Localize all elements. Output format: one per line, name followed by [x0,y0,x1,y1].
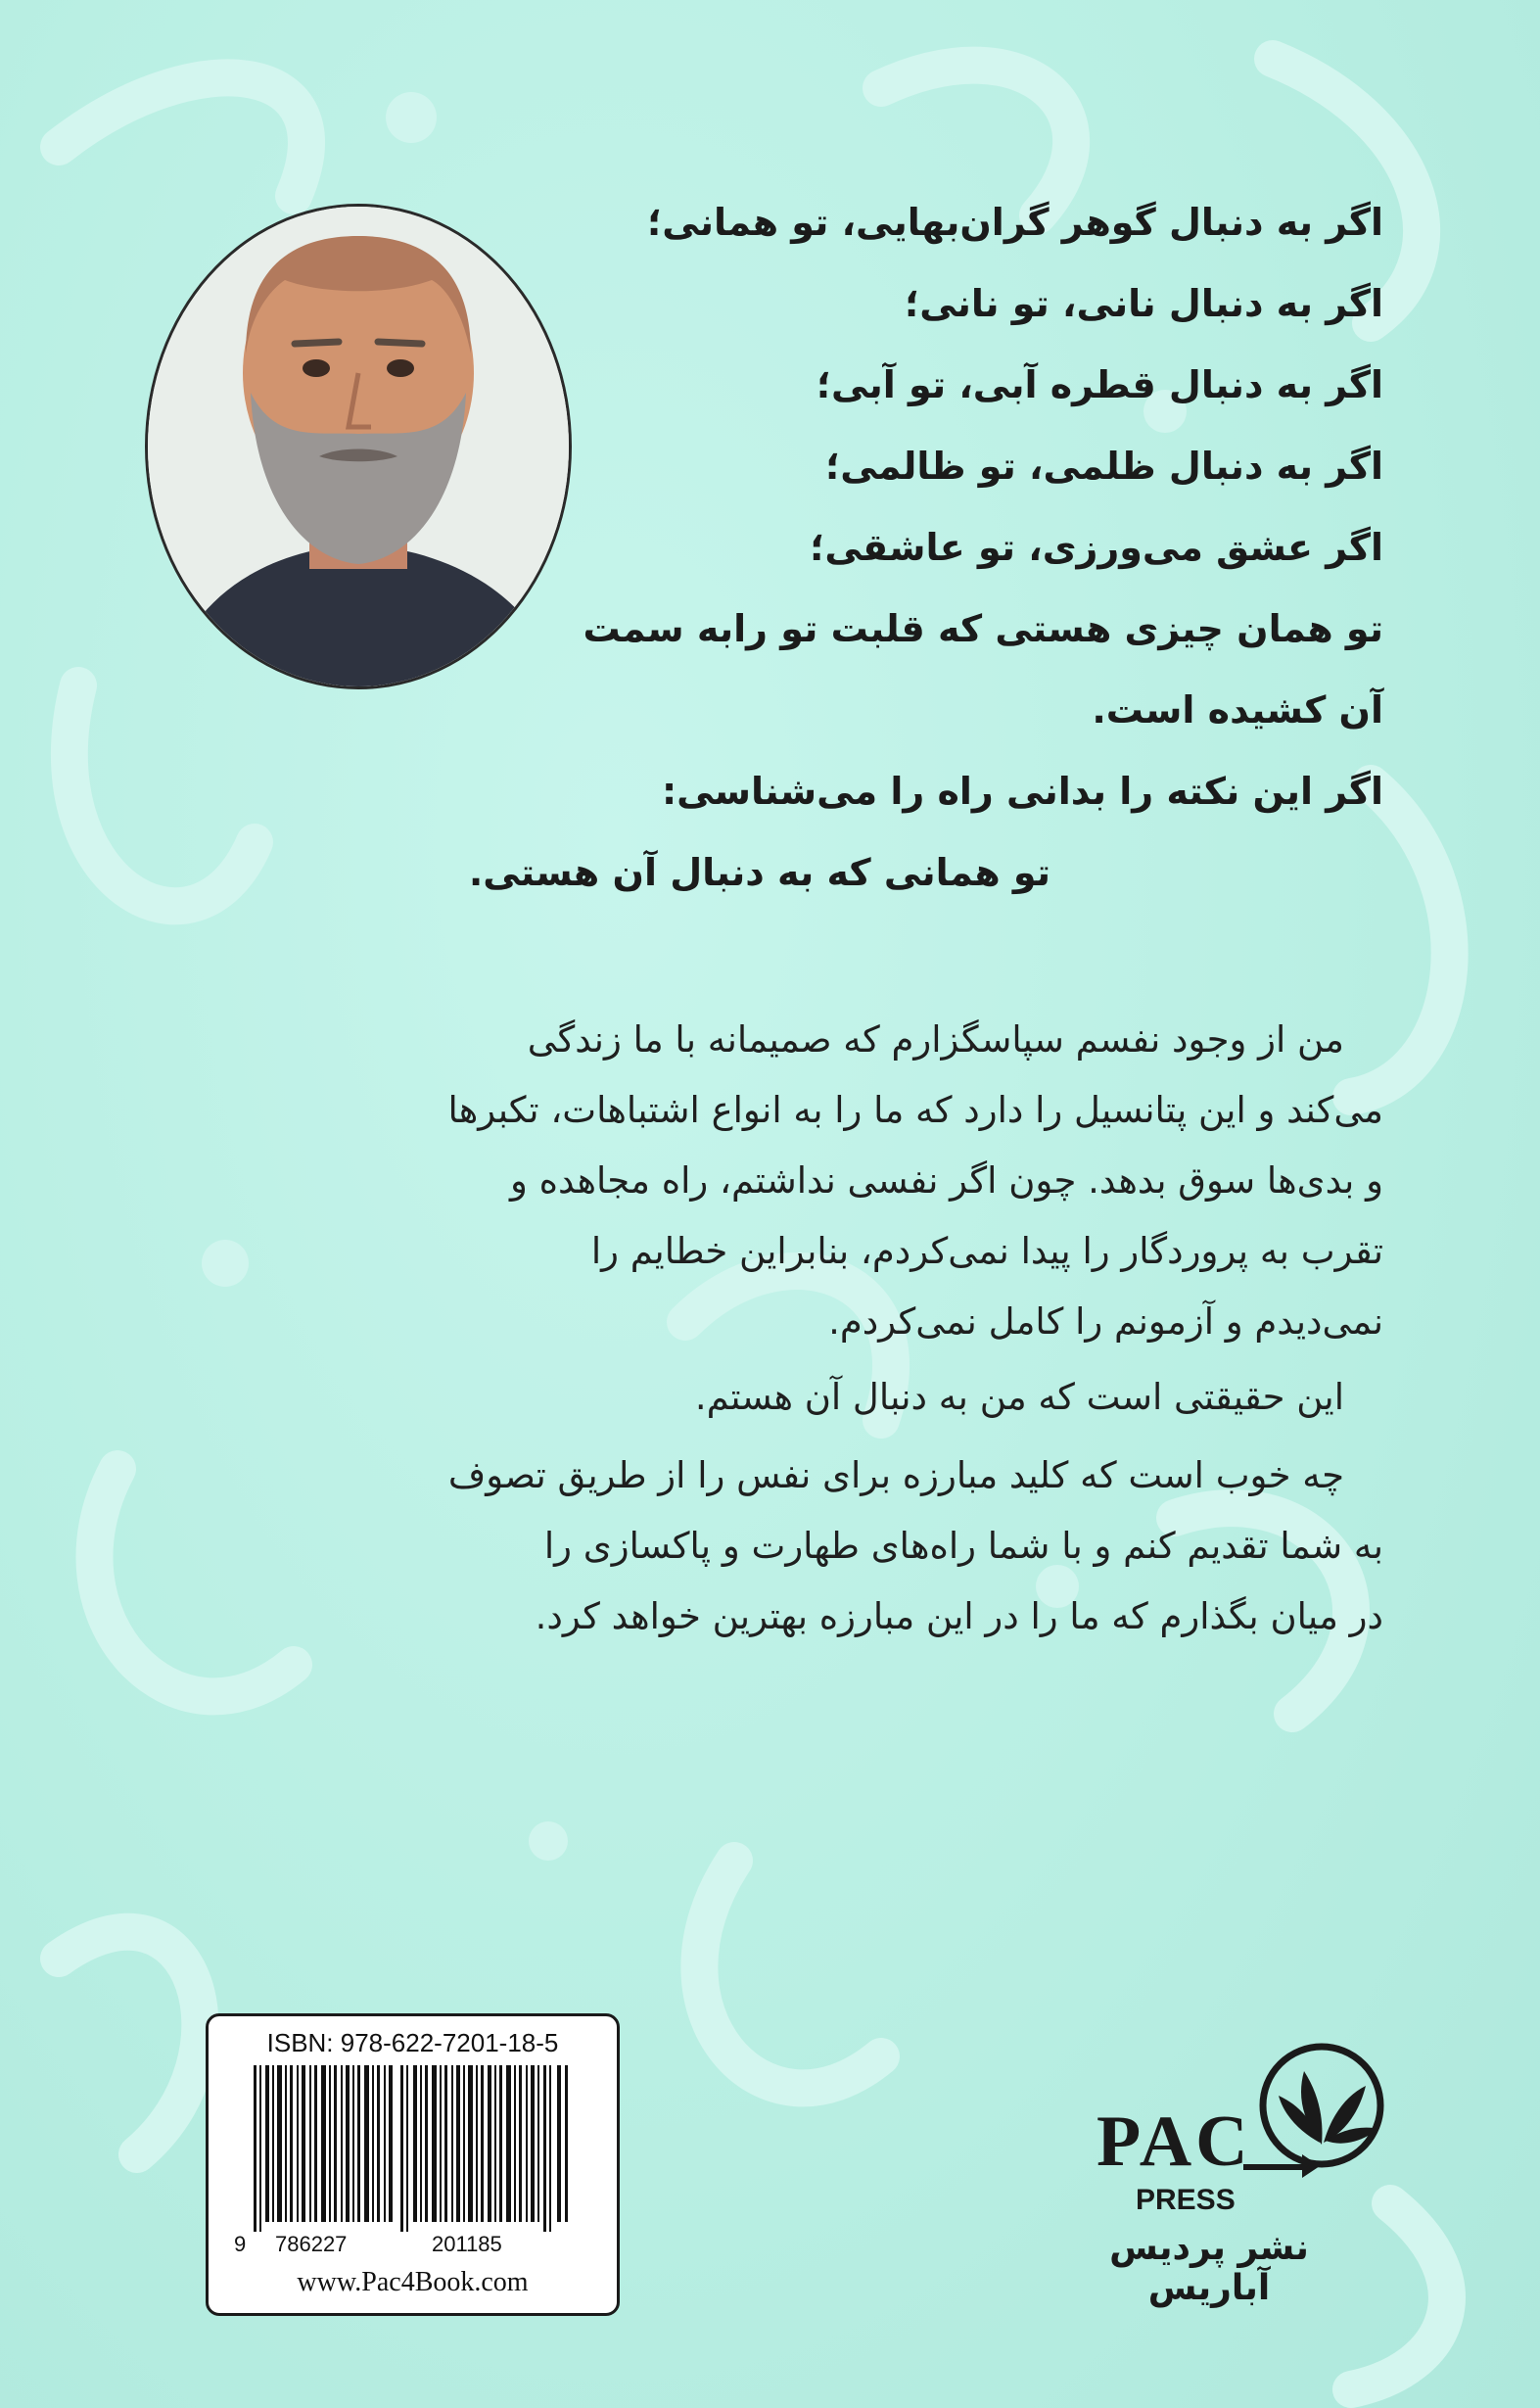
author-photo-illustration [148,207,569,686]
publisher-block [1028,2027,1420,2308]
publisher-name: نشر پردیس آباریس [1109,2228,1309,2308]
prose-line: چه خوب است که کلید مبارزه برای نفس را از طریق تصوف [447,1454,1344,1496]
barcode-digits-mid: 786227 [275,2232,348,2256]
poem-line: تو همانی که به دنبال آن هستی. [468,851,1050,894]
isbn-number: ISBN: 978-622-7201-18-5 [266,2028,559,2057]
poem-line: آن کشیده است. [1092,688,1383,732]
isbn-barcode-box [206,2013,620,2316]
author-portrait [145,204,572,689]
prose-line: تقرب به پروردگار را پیدا نمی‌کردم، بنابراین خطایم را [590,1230,1383,1272]
prose-line: به شما تقدیم کنم و با شما راه‌های طهارت و پاکسازی را [543,1525,1383,1567]
barcode-icon [254,2065,572,2232]
poem-line: اگر این نکته را بدانی راه را می‌شناسی: [661,770,1383,813]
poem-line: اگر به دنبال قطره آبی، تو آبی؛ [816,363,1383,406]
prose-line: این حقیقتی است که من به دنبال آن هستم. [694,1376,1344,1418]
poem-line: تو همان چیزی هستی که قلبت تو رابه سمت [583,607,1383,650]
publisher-press-text: PRESS [1136,2184,1236,2216]
prose-line: می‌کند و این پتانسیل را دارد که ما را به انواع اشتباهات، تکبرها [447,1089,1383,1131]
poem-line: اگر به دنبال ظلمی، تو ظالمی؛ [825,445,1383,488]
prose-line: و بدی‌ها سوق بدهد. چون اگر نفسی نداشتم، راه مجاهده و [510,1159,1383,1202]
publisher-website: www.Pac4Book.com [297,2267,529,2297]
prose-line: نمی‌دیدم و آزمونم را کامل نمی‌کردم. [828,1300,1383,1343]
poem-line: اگر عشق می‌ورزی، تو عاشقی؛ [810,526,1383,569]
prose-line: در میان بگذارم که ما را در این مبارزه بهترین خواهد کرد. [535,1595,1383,1637]
poem-line: اگر به دنبال نانی، تو نانی؛ [905,282,1383,325]
barcode-digit-left: 9 [234,2232,247,2256]
poem-line: اگر به دنبال گوهر گران‌بهایی، تو همانی؛ [647,201,1383,244]
publisher-logo-text: PAC [1097,2101,1252,2182]
barcode-digits-right: 201185 [432,2232,502,2256]
publisher-leaf-logo-icon [1243,2027,1400,2184]
prose-line: من از وجود نفسم سپاسگزارم که صمیمانه با ما زندگی [527,1018,1344,1061]
